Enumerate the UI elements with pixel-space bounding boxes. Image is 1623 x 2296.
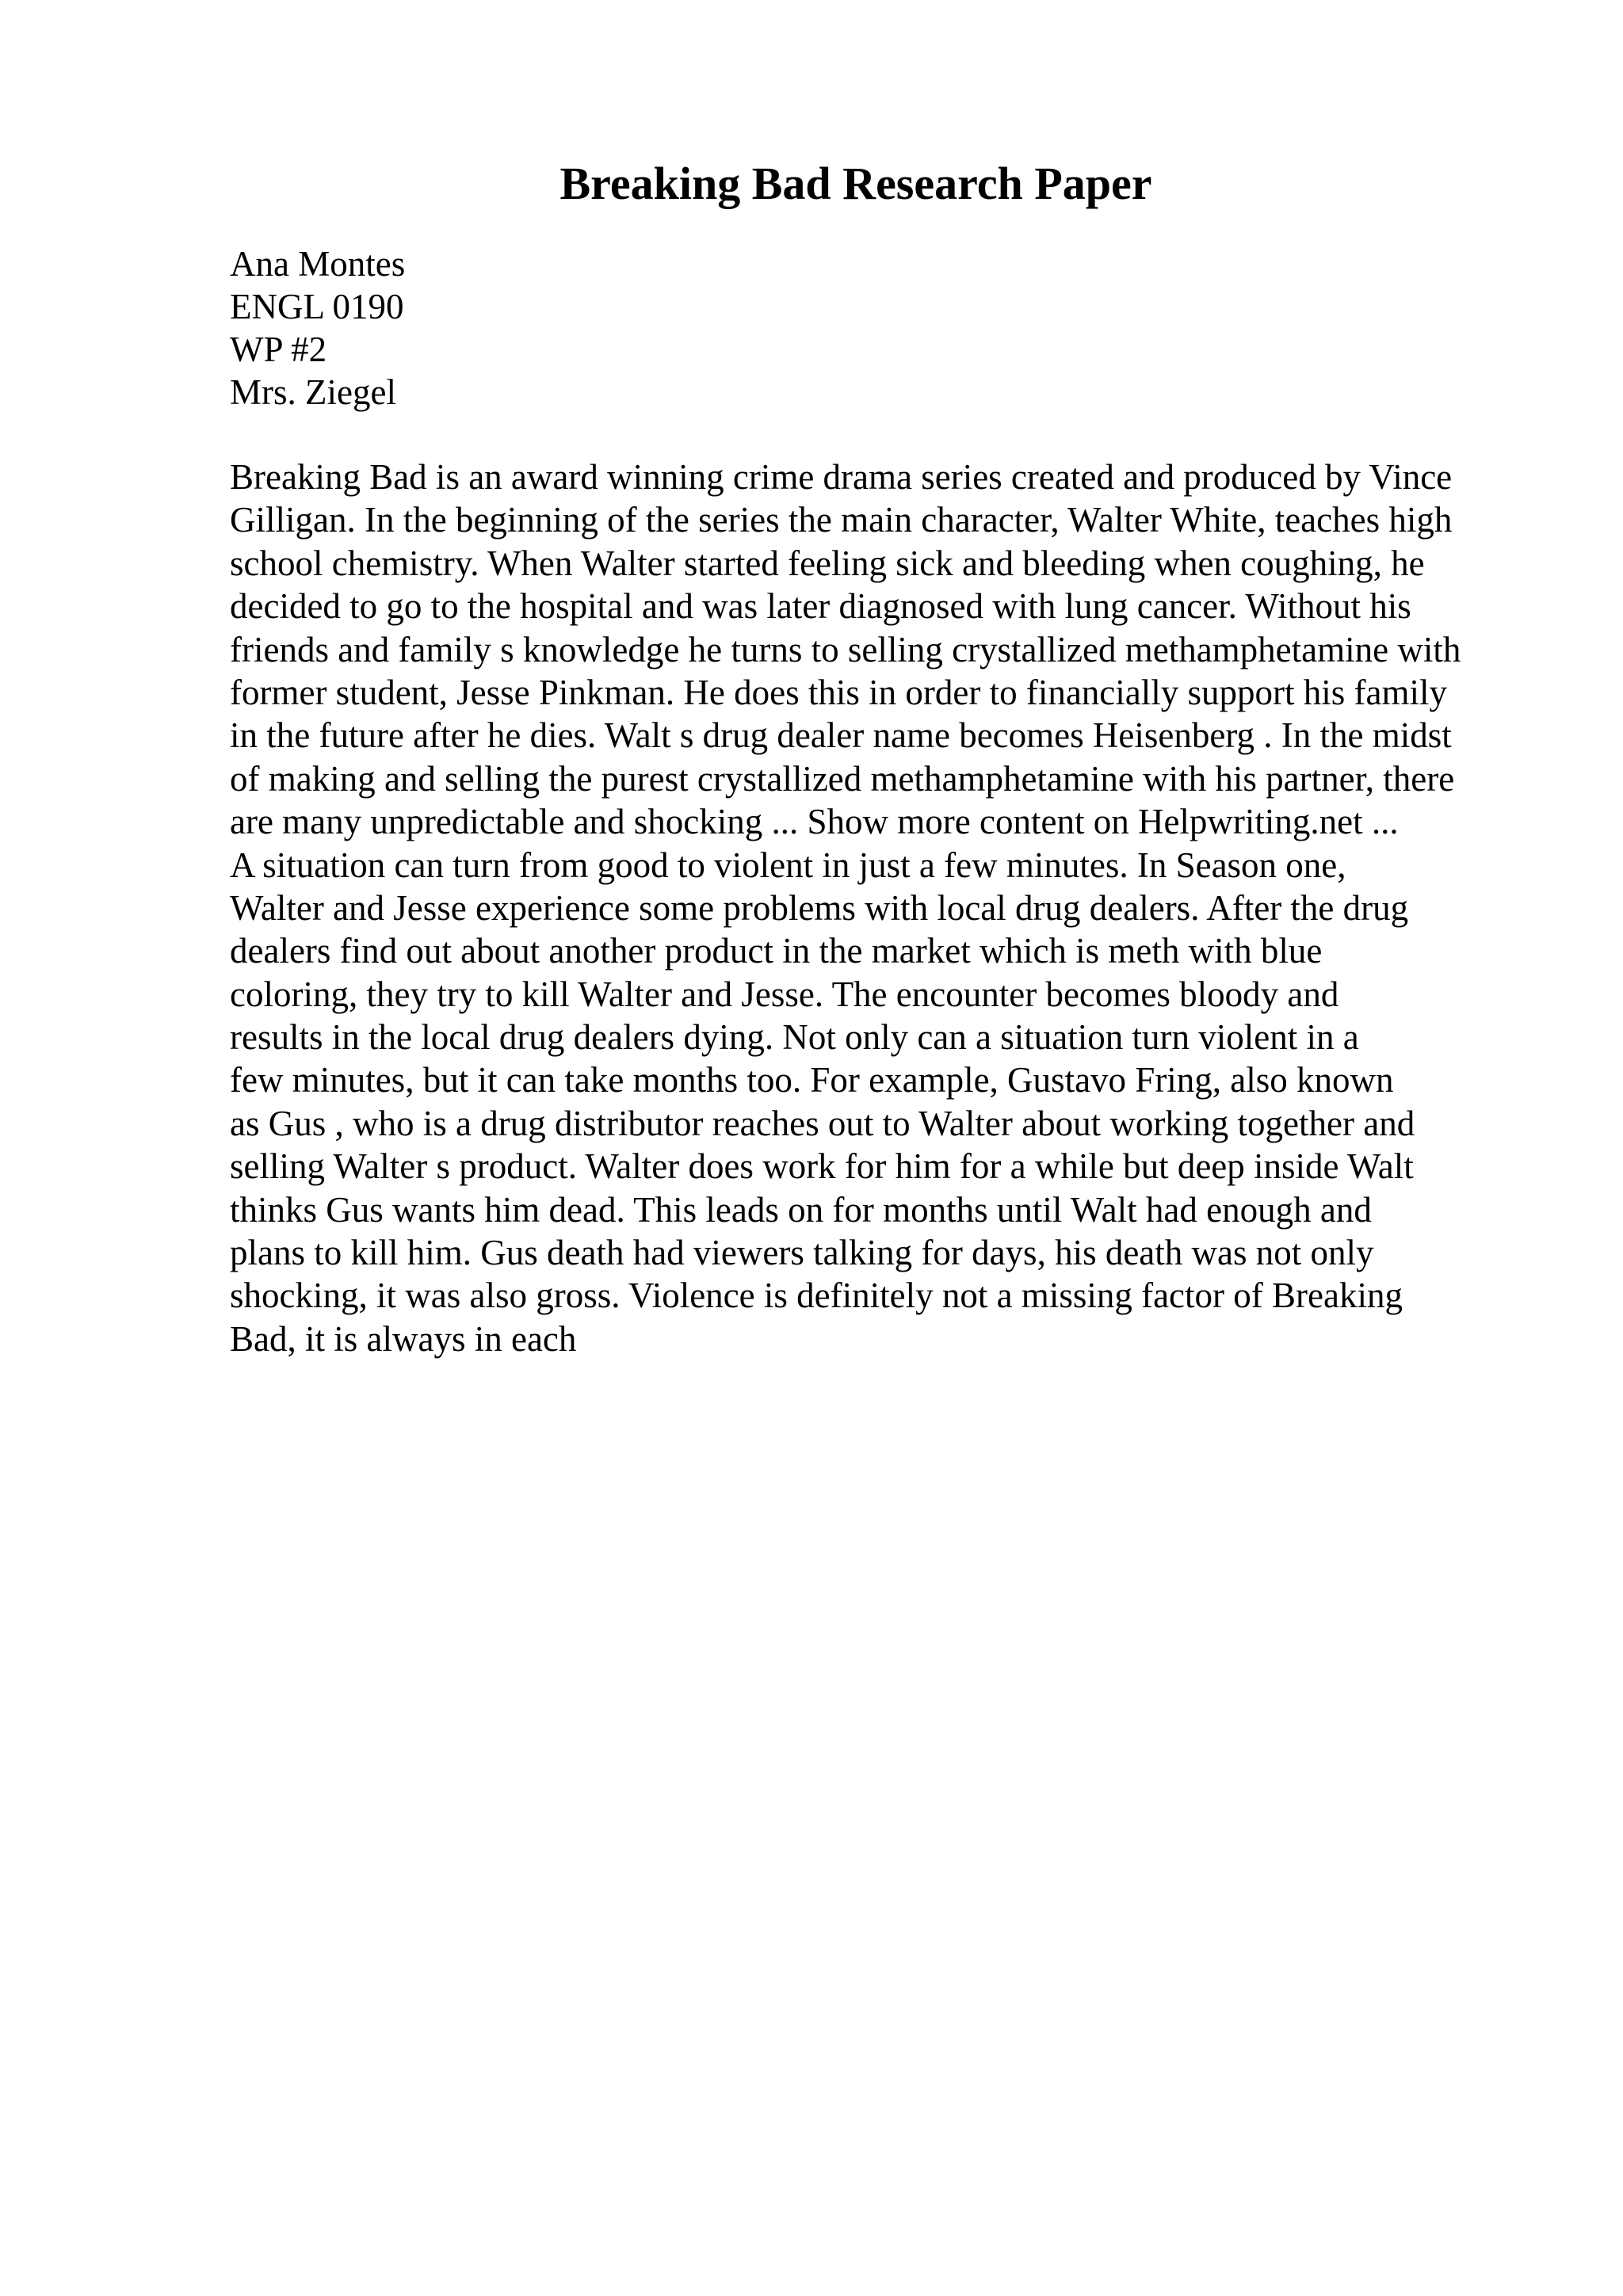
body-line: Bad, it is always in each bbox=[230, 1318, 577, 1359]
body-paragraph bbox=[230, 456, 1461, 1360]
body-line: are many unpredictable and shocking ... Show more content on Helpwriting.net ... bbox=[230, 802, 1399, 842]
body-line: coloring, they try to kill Walter and Jesse. The encounter becomes bloody and bbox=[230, 974, 1339, 1014]
body-line: former student, Jesse Pinkman. He does this in order to financially support his family bbox=[230, 672, 1447, 712]
body-line: of making and selling the purest crystallized methamphetamine with his partner, there bbox=[230, 758, 1455, 799]
body-line: friends and family s knowledge he turns to selling crystallized methamphetamine with bbox=[230, 629, 1461, 669]
assignment-number: WP #2 bbox=[230, 330, 327, 369]
body-line: thinks Gus wants him dead. This leads on for months until Walt had enough and bbox=[230, 1189, 1372, 1230]
body-line: shocking, it was also gross. Violence is definitely not a missing factor of Breaking bbox=[230, 1276, 1403, 1316]
body-line: plans to kill him. Gus death had viewers talking for days, his death was not only bbox=[230, 1233, 1374, 1273]
body-line: school chemistry. When Walter started feeling sick and bleeding when coughing, he bbox=[230, 543, 1425, 583]
body-line: selling Walter s product. Walter does work for him for a while but deep inside Walt bbox=[230, 1146, 1414, 1187]
course-code: ENGL 0190 bbox=[230, 287, 404, 326]
body-line: A situation can turn from good to violent in just a few minutes. In Season one, bbox=[230, 845, 1346, 885]
author-header-block bbox=[230, 242, 405, 414]
body-line: decided to go to the hospital and was later diagnosed with lung cancer. Without his bbox=[230, 586, 1411, 627]
body-line: results in the local drug dealers dying. Not only can a situation turn violent in a bbox=[230, 1017, 1359, 1058]
instructor-name: Mrs. Ziegel bbox=[230, 372, 396, 412]
document-title: Breaking Bad Research Paper bbox=[559, 158, 1152, 209]
body-line: few minutes, but it can take months too. For example, Gustavo Fring, also known bbox=[230, 1060, 1394, 1100]
body-line: Gilligan. In the beginning of the series the main character, Walter White, teaches high bbox=[230, 500, 1453, 540]
body-line: as Gus , who is a drug distributor reaches out to Walter about working together and bbox=[230, 1103, 1415, 1143]
body-line: Breaking Bad is an award winning crime drama series created and produced by Vince bbox=[230, 457, 1453, 497]
body-line: in the future after he dies. Walt s drug dealer name becomes Heisenberg . In the midst bbox=[230, 715, 1452, 756]
body-line: dealers find out about another product in the market which is meth with blue bbox=[230, 931, 1323, 971]
body-line: Walter and Jesse experience some problems with local drug dealers. After the drug bbox=[230, 887, 1409, 928]
author-name: Ana Montes bbox=[230, 244, 406, 284]
